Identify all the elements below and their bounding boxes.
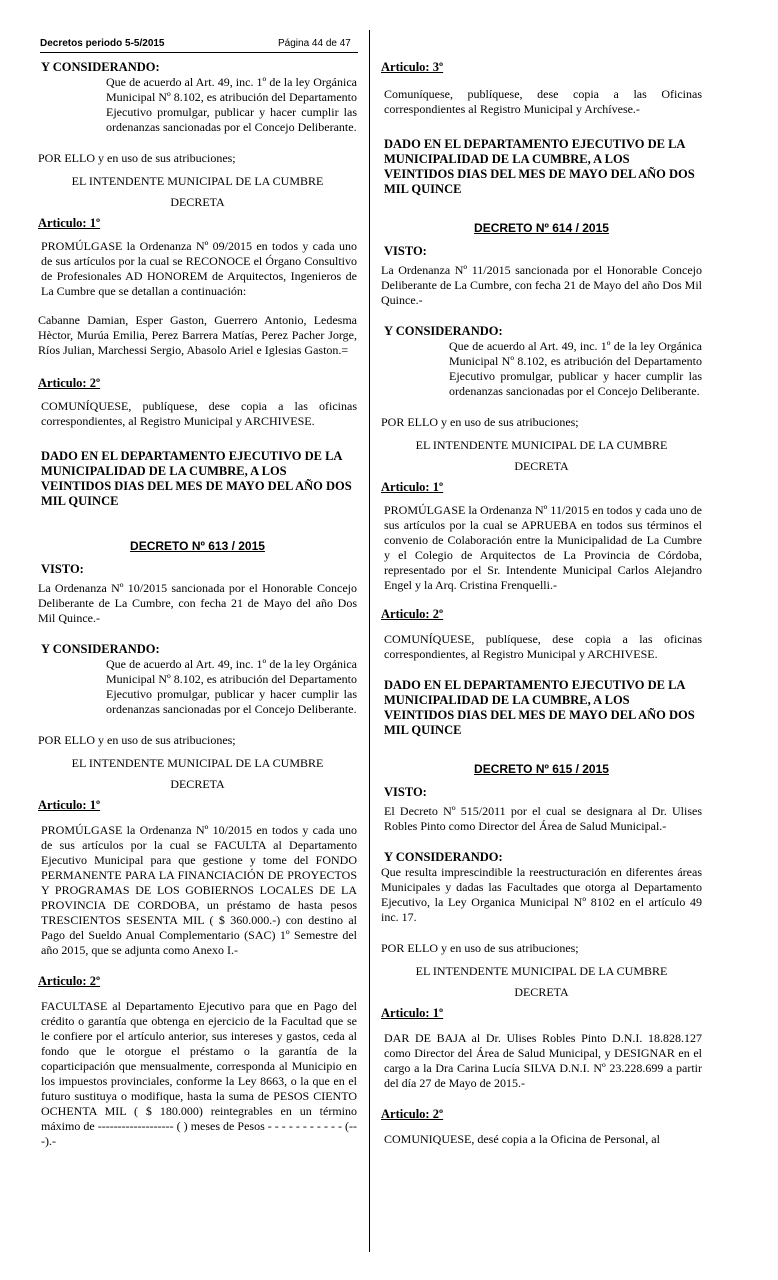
dado-block: DADO EN EL DEPARTAMENTO EJECUTIVO DE LA MUNICIPALIDAD DE LA CUMBRE, A LOS VEINTIDOS DIAS DEL MES DE MAYO DEL AÑO DOS MIL QUINCE [41, 449, 352, 508]
considerando-heading-2: Y CONSIDERANDO: [41, 642, 160, 656]
article-1-label-3: Articulo: 1º [381, 480, 444, 494]
visto-text-2: La Ordenanza Nº 11/2015 sancionada por el Honorable Concejo Deliberante de La Cumbre, con fecha 21 de Mayo del año Dos Mil Quince.- [381, 263, 702, 307]
article-2-label-3: Articulo: 2º [381, 607, 444, 621]
por-ello-text-3: POR ELLO y en uso de sus atribuciones; [381, 415, 579, 429]
por-ello-text: POR ELLO y en uso de sus atribuciones; [38, 151, 236, 165]
article-2-label-2: Articulo: 2º [38, 974, 101, 988]
considerando-heading: Y CONSIDERANDO: [41, 60, 160, 74]
considerando-heading-4: Y CONSIDERANDO: [384, 850, 503, 864]
intendente-text-3: EL INTENDENTE MUNICIPAL DE LA CUMBRE [415, 438, 668, 452]
article-2-text-3: COMUNÍQUESE, publíquese, dese copia a las oficinas correspondientes, al Registro Municipal y ARCHIVESE. [384, 632, 702, 661]
article-1-text: PROMÚLGASE la Ordenanza Nº 09/2015 en todos y cada uno de sus artículos por la cual se RECONOCE el Órgano Consultivo de Profesionales AD HONOREM de Arquitectos, Ingenieros de La Cumbre que se detallan a continuación: [41, 239, 357, 298]
considerando-text-4: Que resulta imprescindible la reestructuración en diferentes áreas Municipales y dadas las Facultades que otorga al Departamento Ejecutivo, la Ley Organica Municipal Nº 8102 en el artículo 49 inc. 17. [381, 865, 702, 924]
article-1-label-2: Articulo: 1º [38, 798, 101, 812]
dado-block-2: DADO EN EL DEPARTAMENTO EJECUTIVO DE LA MUNICIPALIDAD DE LA CUMBRE, A LOS VEINTIDOS DIAS DEL MES DE MAYO DEL AÑO DOS MIL QUINCE [384, 137, 695, 196]
article-1-text-4: DAR DE BAJA al Dr. Ulises Robles Pinto D.N.I. 18.828.127 como Director del Área de Salud Municipal, y DESIGNAR en el cargo a la Dra Carina Lucía SILVA D.N.I. Nº 23.228.699 a partir del día 27 de Mayo de 2015.- [384, 1031, 702, 1090]
por-ello-text-4: POR ELLO y en uso de sus atribuciones; [381, 941, 579, 955]
decreto-613-title: DECRETO Nº 613 / 2015 [130, 539, 265, 553]
decreto-615-title: DECRETO Nº 615 / 2015 [474, 762, 609, 776]
article-1-text-2: PROMÚLGASE la Ordenanza Nº 10/2015 en todos y cada uno de sus artículos por la cual se FACULTA al Departamento Ejecutivo Municipal para que gestione y tome del FONDO PERMANENTE PARA LA FINANCIACIÓN DE PROYECTOS Y PROGRAMAS DE LOS GOBIERNOS LOCALES DE LA PROVINCIA DE CORDOBA, un préstamo de hasta pesos TRESCIENTOS SESENTA MIL ( $ 360.000.-) con destino al Pago del Sueldo Anual Complementario (SAC) 1º Semestre del año 2015, que se adjunta como Anexo I.- [41, 823, 357, 957]
decreta-text-3: DECRETA [514, 459, 569, 473]
article-2-text: COMUNÍQUESE, publíquese, dese copia a las oficinas correspondientes, al Registro Municipal y ARCHIVESE. [41, 399, 357, 428]
considerando-text-2: Que de acuerdo al Art. 49, inc. 1º de la ley Orgánica Municipal Nº 8.102, es atribución del Departamento Ejecutivo promulgar, publicar y hacer cumplir las ordenanzas sancionadas por el Concejo Deliberante. [106, 657, 357, 716]
column-divider [369, 30, 370, 1252]
decreta-text: DECRETA [170, 195, 225, 209]
article-1-text-3: PROMÚLGASE la Ordenanza Nº 11/2015 en todos y cada uno de sus artículos por la cual se APRUEBA en todos sus términos el convenio de Colaboración entre la Municipalidad de La Cumbre y el Colegio de Arquitectos de La Provincia de Córdoba, representado por el Sr. Intendente Municipal Carlos Alejandro Engel y la Arq. Cristina Frenquelli.- [384, 503, 702, 592]
article-2-label-4: Articulo: 2º [381, 1107, 444, 1121]
visto-text-3: El Decreto Nº 515/2011 por el cual se designara al Dr. Ulises Robles Pinto como Director del Área de Salud Municipal.- [384, 804, 702, 833]
por-ello-text-2: POR ELLO y en uso de sus atribuciones; [38, 733, 236, 747]
intendente-text-2: EL INTENDENTE MUNICIPAL DE LA CUMBRE [71, 756, 324, 770]
visto-text: La Ordenanza Nº 10/2015 sancionada por el Honorable Concejo Deliberante de La Cumbre, con fecha 21 de Mayo del año Dos Mil Quince.- [38, 581, 357, 625]
left-column [38, 60, 357, 1149]
visto-heading-2: VISTO: [384, 244, 427, 258]
article-3-label: Articulo: 3º [381, 60, 444, 74]
decreta-text-2: DECRETA [170, 777, 225, 791]
decreto-614-title: DECRETO Nº 614 / 2015 [474, 221, 609, 235]
considerando-heading-3: Y CONSIDERANDO: [384, 324, 503, 338]
article-2-label: Articulo: 2º [38, 376, 101, 390]
intendente-text: EL INTENDENTE MUNICIPAL DE LA CUMBRE [71, 174, 324, 188]
article-1-label: Articulo: 1º [38, 216, 101, 230]
article-2-text-4: COMUNIQUESE, desé copia a la Oficina de Personal, al [384, 1132, 660, 1146]
document-title: Decretos periodo 5-5/2015 [40, 38, 165, 49]
considerando-text: Que de acuerdo al Art. 49, inc. 1º de la ley Orgánica Municipal Nº 8.102, es atribución del Departamento Ejecutivo promulgar, publicar y hacer cumplir las ordenanzas sancionadas por el Concejo Deliberante. [106, 75, 357, 134]
article-3-text: Comuníquese, publíquese, dese copia a las Oficinas correspondientes al Registro Municipal y Archívese.- [384, 87, 702, 116]
visto-heading: VISTO: [41, 562, 84, 576]
right-column [381, 60, 702, 1147]
decreta-text-4: DECRETA [514, 985, 569, 999]
visto-heading-3: VISTO: [384, 785, 427, 799]
page-number: Página 44 de 47 [278, 38, 351, 49]
page-header [40, 33, 358, 53]
professionals-list: Cabanne Damian, Esper Gaston, Guerrero Antonio, Ledesma Hèctor, Murúa Emilia, Perez Barrera Matías, Perez Pacher Jorge, Ríos Julian, Marchessi Sergio, Abasolo Ariel e Iglesias Gaston.= [38, 313, 357, 357]
dado-block-3: DADO EN EL DEPARTAMENTO EJECUTIVO DE LA MUNICIPALIDAD DE LA CUMBRE, A LOS VEINTIDOS DIAS DEL MES DE MAYO DEL AÑO DOS MIL QUINCE [384, 678, 695, 737]
considerando-text-3: Que de acuerdo al Art. 49, inc. 1º de la ley Orgánica Municipal Nº 8.102, es atribución del Departamento Ejecutivo promulgar, publicar y hacer cumplir las ordenanzas sancionadas por el Concejo Deliberante. [449, 339, 702, 398]
intendente-text-4: EL INTENDENTE MUNICIPAL DE LA CUMBRE [415, 964, 668, 978]
article-1-label-4: Articulo: 1º [381, 1006, 444, 1020]
article-2-text-2: FACULTASE al Departamento Ejecutivo para que en Pago del crédito o garantía que obtenga en ejercicio de la Facultad que se le confiere por el artículo anterior, sus intereses y gastos, ceda al fondo que le otorgue el préstamo o la garantía de la coparticipación que mensualmente, corresponda al Municipio en los impuestos provinciales, conforme la Ley 8663, o la que en el futuro sustituya o modifique, hasta la suma de PESOS CIENTO OCHENTA MIL ( $ 180.000) reintegrables en un término máximo de ------------------- ( ) meses de Pesos - - - - - - - - - - - (---).- [41, 999, 357, 1148]
